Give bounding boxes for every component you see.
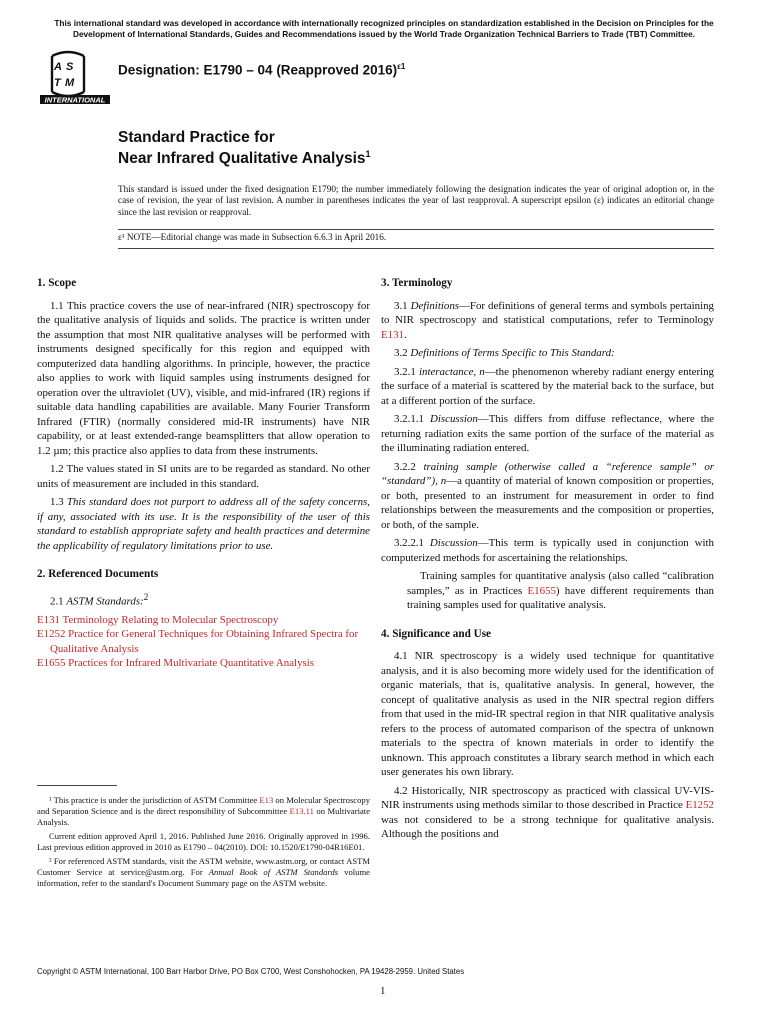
para-3-1 <box>381 299 714 343</box>
issued-statement: This standard is issued under the fixed designation E1790; the number immediately following the designation indicates the year of original adoption or, in the case of revision, the year of last revision. A number in parentheses indicates the year of last reapproval. A superscript epsilon (ε) indicates an editorial change since the last revision or reapproval. <box>118 184 714 217</box>
designation <box>118 62 405 78</box>
designation-epsilon: ε1 <box>397 62 406 71</box>
wto-notice: This international standard was developed in accordance with internationally recognized principles on standardization established in the Decision on Principles for the Development of International Standards, Guides and Recommendations issued by the World Trade Organization Technical Barriers to Trade (TBT) Committee. <box>54 18 714 39</box>
link-e1252[interactable]: E1252 <box>685 799 714 811</box>
para-3-2-2 <box>381 460 714 533</box>
reference-link-e1655[interactable]: E1655 <box>37 657 66 670</box>
para-3-2-1 <box>381 365 714 409</box>
para-num: 3.2.1.1 <box>394 413 430 425</box>
para-num: 3.2 <box>394 347 411 359</box>
para-num: 3.2.1 <box>394 365 419 378</box>
para-3-2-1-1 <box>381 412 714 456</box>
footnote-2 <box>37 856 370 889</box>
para-term: Definitions of Terms Specific to This Standard: <box>410 347 615 359</box>
para-2-1 <box>37 590 370 609</box>
footnote-separator <box>37 785 117 786</box>
title-footnote-ref: 1 <box>365 149 371 159</box>
para-text: ) have different requirements than training samples used for qualitative analysis. <box>407 584 714 611</box>
reference-title: Terminology Relating to Molecular Spectroscopy <box>60 613 279 626</box>
svg-text:M: M <box>65 77 75 89</box>
footnote-text: Annual Book of ASTM Standards <box>208 867 339 877</box>
para-1-3-num: 1.3 <box>50 496 67 508</box>
para-text: —This term is typically used in conjunction with computerized methods for ascertaining the relationships. <box>381 537 715 564</box>
para-1-1: 1.1 This practice covers the use of near-infrared (NIR) spectroscopy for the qualitative analysis of liquids and solids. The practice is written under the assumption that most NIR qualitative analyses will be performed with instruments designed specifically for this region and equipped with computerized data handling algorithms. In principle, however, the practice also applies to work with liquid samples using instruments designed for operation over the ultraviolet (UV), visible, and mid-infrared (IR) regions if suitable data handling capabilities are available. Many Fourier Transform Infrared (FTIR) (normally considered mid-IR instruments) have NIR capability, or at least extended-range beamsplitters that allow operation to 1.2 µm; this practice also applies to data from these instruments. <box>37 299 370 457</box>
svg-text:A: A <box>54 61 62 73</box>
astm-logo <box>38 50 112 106</box>
reference-item <box>37 613 370 628</box>
para-num: 3.2.2.1 <box>394 537 430 549</box>
footnote-text: on Multivariate Analysis. <box>37 806 371 827</box>
footnote-text: ¹ This practice is under the jurisdiction of ASTM Committee <box>49 795 260 805</box>
referenced-documents-heading: 2. Referenced Documents <box>37 568 159 580</box>
para-text: —the phenomenon whereby radiant energy entering the surface of a material is scattered by the material back to the surface, but at a different portion of the surface. <box>381 365 714 407</box>
para-term: training sample (otherwise called a “reference sample” or “standard”), n <box>381 460 715 487</box>
para-term: interactance, n <box>418 365 485 378</box>
para-2-1-num: 2.1 <box>50 595 67 608</box>
para-4-1: 4.1 NIR spectroscopy is a widely used technique for quantitative analysis, and it is also becoming more widely used for the identification of organic materials, that is, qualitative analysis. In general, however, the concept of qualitative analysis as used in the NIR spectral region differs from that used in the mid-IR spectral region in that NIR qualitative analysis refers to the process of automated comparison of the spectra of unknown materials to the spectra of known materials in order to identify the unknown. This approach constitutes a library search method in which each user generates his own library. <box>381 650 714 778</box>
reference-item <box>37 627 370 656</box>
terminology-heading: 3. Terminology <box>381 277 453 289</box>
para-text: 4.2 Historically, NIR spectroscopy as practiced with classical UV-VIS-NIR instruments using methods similar to those described in Practice <box>381 784 714 811</box>
reference-item <box>37 656 370 671</box>
significance-heading: 4. Significance and Use <box>381 627 492 640</box>
divider <box>118 248 714 249</box>
reference-title: Practice for General Techniques for Obtaining Infrared Spectra for Qualitative Analysis <box>50 628 359 655</box>
para-4-2 <box>381 784 714 842</box>
para-num: 3.2.2 <box>394 460 424 473</box>
para-3-2 <box>381 346 714 361</box>
logo-international-text: INTERNATIONAL <box>44 95 106 105</box>
para-text: —This differs from diffuse reflectance, where the returning radiation exits the same portion of the surface of the material as the illuminating radiation entered. <box>381 413 715 454</box>
divider <box>118 229 714 230</box>
svg-text:T: T <box>54 77 61 89</box>
training-samples-note <box>381 569 714 613</box>
footnote-ref-2: 2 <box>143 591 149 602</box>
para-1-3 <box>37 495 370 553</box>
footnote-text: volume information, refer to the standard's Document Summary page on the ASTM website. <box>37 867 370 888</box>
copyright: Copyright © ASTM International, 100 Barr Harbor Drive, PO Box C700, West Conshohocken, PA 19428-2959. United States <box>37 967 465 976</box>
designation-text: Designation: E1790 – 04 (Reapproved 2016) <box>118 62 398 78</box>
right-column <box>381 272 714 846</box>
para-text: —a quantity of material of known composition or properties, or both, presented to an instrument for measurement in order to find relationships between the measurements and the composition or properties, or both, of the sample. <box>381 475 714 531</box>
para-2-1-text: ASTM Standards: <box>66 595 144 608</box>
footnote-1-edition: Current edition approved April 1, 2016. Published June 2016. Originally approved in 1996. Last previous edition approved in 2010 as E1790 – 04(2010). DOI: 10.1520/E1790-04R16E01. <box>37 831 370 852</box>
reference-link-e131[interactable]: E131 <box>37 613 60 626</box>
left-column <box>37 272 370 671</box>
title-line1: Standard Practice for <box>118 129 275 146</box>
link-e13-11[interactable]: E13.11 <box>289 806 314 816</box>
footnote-1 <box>37 795 370 828</box>
editorial-note: ε¹ NOTE—Editorial change was made in Subsection 6.6.3 in April 2016. <box>118 232 387 242</box>
para-term: Discussion <box>429 413 478 425</box>
para-text: —For definitions of general terms and symbols pertaining to NIR spectroscopy and statistical computations, refer to Terminology <box>381 299 714 326</box>
reference-link-e1252[interactable]: E1252 <box>37 628 66 641</box>
page-number: 1 <box>380 985 386 997</box>
footnote-text: ² For referenced ASTM standards, visit the ASTM website, www.astm.org, or contact ASTM Customer Service at service@astm.org. For <box>37 856 370 877</box>
scope-heading: 1. Scope <box>37 277 77 289</box>
footnote-text: on Molecular Spectroscopy and Separation Science and is the direct responsibility of Subcommittee <box>37 795 371 816</box>
reference-title: Practices for Infrared Multivariate Quantitative Analysis <box>65 657 315 670</box>
link-e131[interactable]: E131 <box>381 328 404 341</box>
para-text: was not considered to be a strong technique for qualitative analysis. Although the positions and <box>381 813 714 840</box>
para-term: Definitions <box>410 299 460 312</box>
para-text: . <box>404 328 407 341</box>
title-main: Near Infrared Qualitative Analysis <box>118 150 366 168</box>
para-text: Training samples for quantitative analysis (also called “calibration samples,” as in Practices <box>407 570 714 597</box>
link-e13[interactable]: E13 <box>259 795 274 805</box>
para-num: 3.1 <box>394 299 411 312</box>
title-line2 <box>118 149 371 168</box>
para-1-2: 1.2 The values stated in SI units are to be regarded as standard. No other units of measurement are included in this standard. <box>37 463 370 490</box>
para-1-3-text: This standard does not purport to address all of the safety concerns, if any, associated with its use. It is the responsibility of the user of this standard to establish appropriate safety and health practices and determine the applicability of regulatory limitations prior to use. <box>37 496 370 552</box>
svg-text:S: S <box>66 61 74 73</box>
para-3-2-2-1 <box>381 536 714 565</box>
link-e1655[interactable]: E1655 <box>527 584 556 597</box>
footnotes <box>37 795 370 892</box>
para-term: Discussion <box>429 537 478 549</box>
